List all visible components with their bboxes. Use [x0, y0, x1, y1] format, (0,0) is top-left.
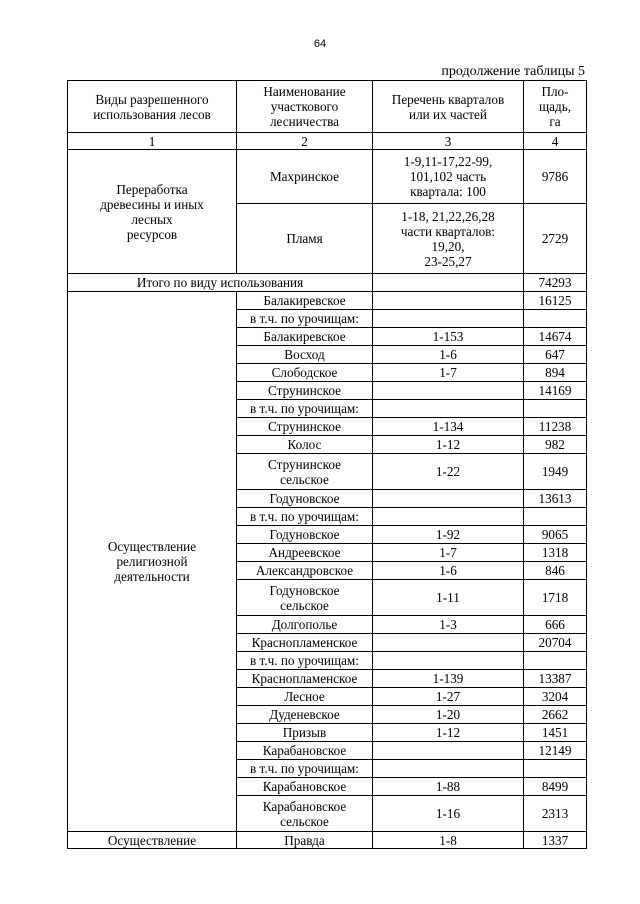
area-value: 894 — [524, 364, 587, 382]
area-value: 1949 — [524, 454, 587, 490]
column-number: 4 — [524, 133, 587, 150]
area-value: 982 — [524, 436, 587, 454]
quarters-list: 1-88 — [373, 778, 524, 796]
quarters-list — [373, 508, 524, 526]
column-number: 1 — [68, 133, 237, 150]
quarters-list: 1-27 — [373, 688, 524, 706]
quarters-list — [373, 742, 524, 760]
header-quarters: Перечень кварталов или их частей — [373, 81, 524, 133]
forestry-name: Карабановское — [237, 778, 373, 796]
quarters-list: 1-7 — [373, 544, 524, 562]
area-value: 12149 — [524, 742, 587, 760]
use-type-processing: Переработка древесины и иных лесных ресурсов — [68, 150, 237, 274]
area-value: 9786 — [524, 150, 587, 204]
forestry-name: Карабановское — [237, 742, 373, 760]
quarters-list: 1-11 — [373, 580, 524, 616]
quarters-list: 1-12 — [373, 436, 524, 454]
forestry-name: Годуновское — [237, 526, 373, 544]
forest-use-table — [67, 80, 587, 849]
forestry-name: Колос — [237, 436, 373, 454]
quarters-list: 1-18, 21,22,26,28 части кварталов: 19,20, 23-25,27 — [373, 204, 524, 274]
quarters-list: 1-22 — [373, 454, 524, 490]
quarters-list — [373, 634, 524, 652]
header-row — [68, 81, 587, 133]
table-body — [68, 81, 587, 849]
area-value: 11238 — [524, 418, 587, 436]
forestry-name: Годуновское сельское — [237, 580, 373, 616]
forestry-name: Балакиревское — [237, 292, 373, 310]
forestry-name: Призыв — [237, 724, 373, 742]
quarters-list: 1-153 — [373, 328, 524, 346]
quarters-list: 1-9,11-17,22-99, 101,102 часть квартала: 100 — [373, 150, 524, 204]
area-value: 1337 — [524, 832, 587, 849]
quarters-list: 1-7 — [373, 364, 524, 382]
quarters-list — [373, 652, 524, 670]
forestry-name: Восход — [237, 346, 373, 364]
use-type-religious: Осуществление религиозной деятельности — [68, 292, 237, 832]
column-number: 3 — [373, 133, 524, 150]
forestry-name: Струнинское — [237, 418, 373, 436]
forestry-name: Пламя — [237, 204, 373, 274]
quarters-list: 1-6 — [373, 346, 524, 364]
quarters-list — [373, 400, 524, 418]
area-value — [524, 310, 587, 328]
area-value: 666 — [524, 616, 587, 634]
page-number: 64 — [313, 38, 327, 50]
area-value: 1318 — [524, 544, 587, 562]
header-use-type: Виды разрешенного использования лесов — [68, 81, 237, 133]
quarters-list: 1-3 — [373, 616, 524, 634]
quarters-list — [373, 760, 524, 778]
area-value — [524, 760, 587, 778]
forestry-name: Карабановское сельское — [237, 796, 373, 832]
area-value: 8499 — [524, 778, 587, 796]
area-value: 13387 — [524, 670, 587, 688]
subtotal-caption: в т.ч. по урочищам: — [237, 508, 373, 526]
quarters-list — [373, 310, 524, 328]
area-value: 1451 — [524, 724, 587, 742]
use-type-cell: Осуществление — [68, 832, 237, 849]
quarters-list: 1-139 — [373, 670, 524, 688]
area-value: 846 — [524, 562, 587, 580]
area-value — [524, 400, 587, 418]
quarters-list — [373, 292, 524, 310]
total-area: 74293 — [524, 274, 587, 292]
area-value: 3204 — [524, 688, 587, 706]
header-area: Пло- щадь, га — [524, 81, 587, 133]
quarters-list: 1-12 — [373, 724, 524, 742]
forestry-name: Александровское — [237, 562, 373, 580]
forestry-name: Правда — [237, 832, 373, 849]
subtotal-caption: в т.ч. по урочищам: — [237, 400, 373, 418]
quarters-list: 1-20 — [373, 706, 524, 724]
area-value: 16125 — [524, 292, 587, 310]
area-value — [524, 508, 587, 526]
forestry-name: Годуновское — [237, 490, 373, 508]
quarters-list — [373, 274, 524, 292]
area-value: 20704 — [524, 634, 587, 652]
forestry-name: Дуденевское — [237, 706, 373, 724]
quarters-list: 1-134 — [373, 418, 524, 436]
quarters-list — [373, 382, 524, 400]
column-number: 2 — [237, 133, 373, 150]
table-row — [68, 150, 587, 204]
forestry-name: Краснопламенское — [237, 634, 373, 652]
quarters-list: 1-16 — [373, 796, 524, 832]
area-value: 9065 — [524, 526, 587, 544]
area-value: 647 — [524, 346, 587, 364]
quarters-list: 1-92 — [373, 526, 524, 544]
forestry-name: Балакиревское — [237, 328, 373, 346]
header-forestry: Наименование участкового лесничества — [237, 81, 373, 133]
forestry-name: Махринское — [237, 150, 373, 204]
forestry-name: Долгополье — [237, 616, 373, 634]
continuation-note: продолжение таблицы 5 — [441, 64, 585, 79]
area-value: 13613 — [524, 490, 587, 508]
forestry-name: Лесное — [237, 688, 373, 706]
quarters-list — [373, 490, 524, 508]
forestry-name: Слободское — [237, 364, 373, 382]
quarters-list: 1-6 — [373, 562, 524, 580]
total-row — [68, 274, 587, 292]
subtotal-caption: в т.ч. по урочищам: — [237, 760, 373, 778]
area-value — [524, 652, 587, 670]
subtotal-caption: в т.ч. по урочищам: — [237, 652, 373, 670]
area-value: 2313 — [524, 796, 587, 832]
forestry-name: Струнинское сельское — [237, 454, 373, 490]
area-value: 14674 — [524, 328, 587, 346]
table-row — [68, 292, 587, 310]
column-number-row — [68, 133, 587, 150]
forestry-name: Краснопламенское — [237, 670, 373, 688]
total-label: Итого по виду использования — [68, 274, 373, 292]
forestry-name: Струнинское — [237, 382, 373, 400]
area-value: 2662 — [524, 706, 587, 724]
quarters-list: 1-8 — [373, 832, 524, 849]
table-row — [68, 832, 587, 849]
area-value: 2729 — [524, 204, 587, 274]
subtotal-caption: в т.ч. по урочищам: — [237, 310, 373, 328]
area-value: 1718 — [524, 580, 587, 616]
area-value: 14169 — [524, 382, 587, 400]
forestry-name: Андреевское — [237, 544, 373, 562]
